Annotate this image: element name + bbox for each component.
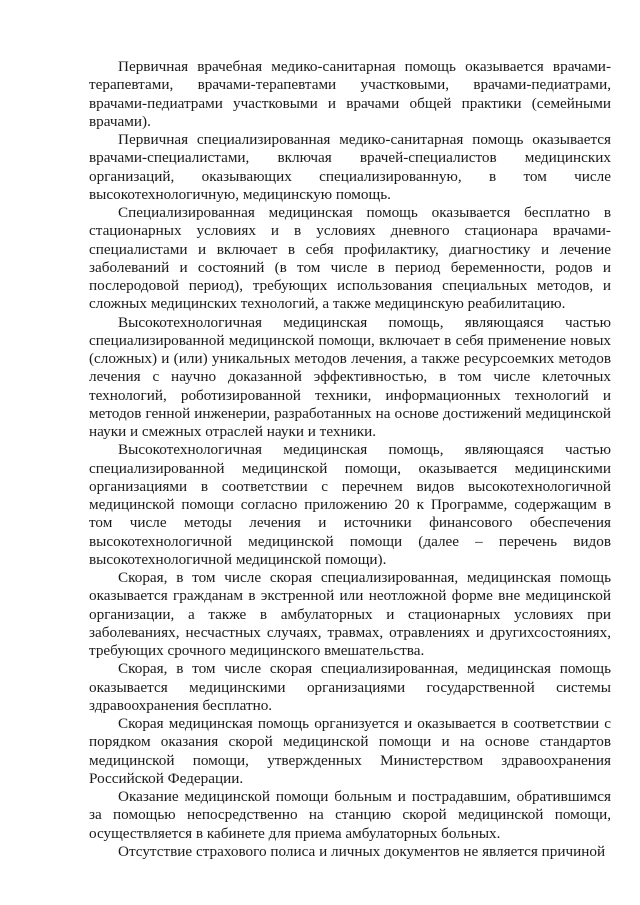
paragraph-specialized-care: Специализированная медицинская помощь оказывается бесплатно в стационарных условиях и в условиях дневного стационара врачами-специалистами и включает в себя профилактику, диагностику и лечение заболеваний и состояний (в том числе в период беременности, родов и послеродовой период), требующих использования специальных методов, и сложных медицинских технологий, а также медицинскую реабилитацию.: [89, 204, 611, 313]
paragraph-emergency-care-standards: Скорая медицинская помощь организуется и оказывается в соответствии с порядком оказания скорой медицинской помощи и на основе стандартов медицинской помощи, утвержденных Министерством здравоохранения Российской Федерации.: [89, 715, 611, 787]
paragraph-high-tech-care-definition: Высокотехнологичная медицинская помощь, являющаяся частью специализированной медицинской помощи, включает в себя применение новых (сложных) и (или) уникальных методов лечения, а также ресурсоемких методов лечения с научно доказанной эффективностью, в том числе клеточных технологий, роботизированной техники, информационных технологий и методов генной инженерии, разработанных на основе достижений медицинской науки и смежных отраслей науки и техники.: [89, 313, 611, 440]
paragraph-primary-physician-care: Первичная врачебная медико-санитарная помощь оказывается врачами-терапевтами, врачами-терапевтами участковыми, врачами-педиатрами, врачами-педиатрами участковыми и врачами общей практики (семейными врачами).: [89, 58, 611, 130]
document-body: [89, 58, 611, 861]
paragraph-emergency-care-free: Скорая, в том числе скорая специализированная, медицинская помощь оказывается медицинскими организациями государственной системы здравоохранения бесплатно.: [89, 660, 611, 714]
paragraph-walk-in-patients: Оказание медицинской помощи больным и пострадавшим, обратившимся за помощью непосредственно на станцию скорой медицинской помощи, осуществляется в кабинете для приема амбулаторных больных.: [89, 788, 611, 842]
paragraph-high-tech-care-provision: Высокотехнологичная медицинская помощь, являющаяся частью специализированной медицинской помощи, оказывается медицинскими организациями в соответствии с перечнем видов высокотехнологичной медицинской помощи согласно приложению 20 к Программе, содержащим в том числе методы лечения и источники финансового обеспечения высокотехнологичной медицинской помощи (далее – перечень видов высокотехнологичной медицинской помощи).: [89, 441, 611, 568]
paragraph-missing-documents: Отсутствие страхового полиса и личных документов не является причиной: [118, 842, 606, 860]
paragraph-primary-specialized-care: Первичная специализированная медико-санитарная помощь оказывается врачами-специалистами, включая врачей-специалистов медицинских организаций, оказывающих специализированную, в том числе высокотехнологичную, медицинскую помощь.: [89, 131, 611, 203]
paragraph-emergency-care: Скорая, в том числе скорая специализированная, медицинская помощь оказывается гражданам в экстренной или неотложной форме вне медицинской организации, а также в амбулаторных и стационарных условиях при заболеваниях, несчастных случаях, травмах, отравлениях и другихсостояниях, требующих срочного медицинского вмешательства.: [89, 569, 611, 659]
